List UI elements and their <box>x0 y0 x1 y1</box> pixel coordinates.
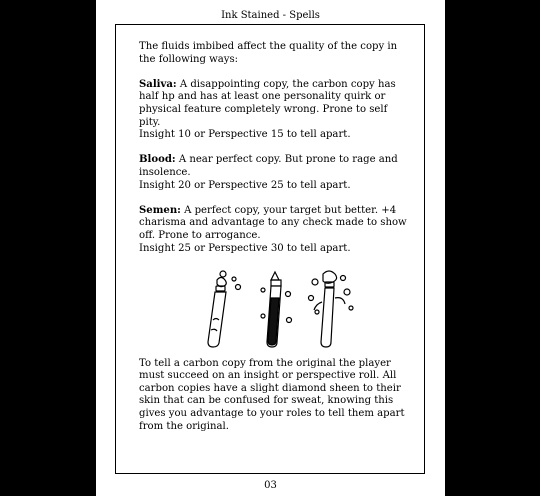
vials-illustration <box>175 268 375 348</box>
page <box>96 0 445 496</box>
page-header: Ink Stained - Spells <box>221 10 320 21</box>
blood-vial-icon <box>261 272 292 347</box>
page-number: 03 <box>264 480 277 491</box>
blood-term: Blood: <box>139 154 176 166</box>
saliva-term: Saliva: <box>139 78 177 90</box>
intro-paragraph: The fluids imbibed affect the quality of the copy in the following ways: <box>139 41 398 65</box>
saliva-section <box>139 79 411 142</box>
blood-check: Insight 20 or Perspective 25 to tell apart. <box>139 179 351 191</box>
blood-section <box>139 154 411 192</box>
semen-term: Semen: <box>139 204 181 216</box>
content-box <box>115 24 425 474</box>
semen-check: Insight 25 or Perspective 30 to tell apart. <box>139 242 351 254</box>
semen-section <box>139 205 411 255</box>
semen-text: A perfect copy, your target but better. +4 charisma and advantage to any check made to show off. Prone to arrogance. <box>139 204 407 241</box>
semen-vial-icon <box>309 271 354 347</box>
blood-text: A near perfect copy. But prone to rage and insolence. <box>139 154 398 178</box>
saliva-check: Insight 10 or Perspective 15 to tell apart. <box>139 129 351 141</box>
closing-paragraph: To tell a carbon copy from the original the player must succeed on an insight or perspective roll. All carbon copies have a slight diamond sheen to their skin that can be confused for sweat, knowing this gives you advantage to your roles to tell them apart from the original. <box>139 357 405 432</box>
saliva-text: A disappointing copy, the carbon copy has half hp and has at least one personality quirk or physical feature completely wrong. Prone to self pity. <box>139 78 396 128</box>
content <box>139 41 411 446</box>
saliva-vial-icon <box>208 271 241 347</box>
